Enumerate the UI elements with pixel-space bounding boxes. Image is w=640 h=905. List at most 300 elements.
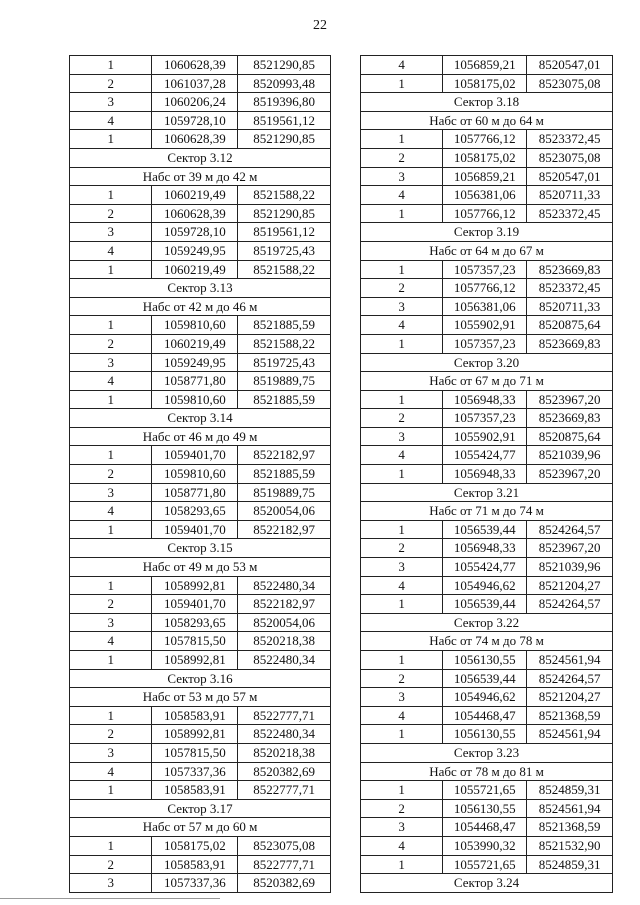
- y-coordinate-cell: 8520382,69: [238, 762, 331, 781]
- point-number-cell: 3: [70, 613, 152, 632]
- point-number-cell: 2: [361, 279, 443, 298]
- point-number-cell: 3: [361, 818, 443, 837]
- depth-range-row: [361, 502, 613, 521]
- coordinate-row: [361, 651, 613, 670]
- x-coordinate-cell: 1059401,70: [152, 520, 238, 539]
- coordinate-row: [70, 855, 331, 874]
- point-number-cell: 3: [70, 353, 152, 372]
- point-number-cell: 4: [361, 186, 443, 205]
- sector-header-row: [70, 539, 331, 558]
- point-number-cell: 3: [70, 223, 152, 242]
- x-coordinate-cell: 1054468,47: [443, 706, 527, 725]
- coordinate-row: [70, 56, 331, 75]
- point-number-cell: 1: [361, 334, 443, 353]
- y-coordinate-cell: 8523372,45: [527, 204, 613, 223]
- y-coordinate-cell: 8523967,20: [527, 390, 613, 409]
- x-coordinate-cell: 1059810,60: [152, 316, 238, 335]
- coordinate-row: [361, 688, 613, 707]
- x-coordinate-cell: 1053990,32: [443, 836, 527, 855]
- y-coordinate-cell: 8519561,12: [238, 223, 331, 242]
- x-coordinate-cell: 1056130,55: [443, 725, 527, 744]
- x-coordinate-cell: 1058771,80: [152, 483, 238, 502]
- y-coordinate-cell: 8520875,64: [527, 316, 613, 335]
- coordinate-row: [70, 390, 331, 409]
- x-coordinate-cell: 1058175,02: [443, 148, 527, 167]
- section-heading: Сектор 3.18: [361, 93, 613, 112]
- x-coordinate-cell: 1057766,12: [443, 204, 527, 223]
- sector-header-row: [70, 669, 331, 688]
- x-coordinate-cell: 1059401,70: [152, 446, 238, 465]
- coordinate-row: [70, 725, 331, 744]
- x-coordinate-cell: 1058175,02: [443, 74, 527, 93]
- point-number-cell: 1: [361, 130, 443, 149]
- section-heading: Сектор 3.13: [70, 279, 331, 298]
- x-coordinate-cell: 1057766,12: [443, 130, 527, 149]
- coordinate-row: [361, 297, 613, 316]
- y-coordinate-cell: 8519889,75: [238, 372, 331, 391]
- coordinate-row: [361, 725, 613, 744]
- coordinate-row: [70, 502, 331, 521]
- x-coordinate-cell: 1054468,47: [443, 818, 527, 837]
- coordinate-row: [361, 446, 613, 465]
- y-coordinate-cell: 8524859,31: [527, 781, 613, 800]
- point-number-cell: 2: [361, 148, 443, 167]
- coordinate-row: [361, 799, 613, 818]
- x-coordinate-cell: 1058583,91: [152, 706, 238, 725]
- coordinate-row: [361, 204, 613, 223]
- x-coordinate-cell: 1054946,62: [443, 688, 527, 707]
- x-coordinate-cell: 1056130,55: [443, 651, 527, 670]
- point-number-cell: 1: [361, 781, 443, 800]
- point-number-cell: 4: [70, 372, 152, 391]
- coordinate-row: [70, 632, 331, 651]
- y-coordinate-cell: 8519725,43: [238, 353, 331, 372]
- y-coordinate-cell: 8524561,94: [527, 725, 613, 744]
- coordinates-table-right-body: [361, 56, 613, 893]
- y-coordinate-cell: 8520711,33: [527, 186, 613, 205]
- point-number-cell: 4: [361, 706, 443, 725]
- depth-range-row: [361, 111, 613, 130]
- point-number-cell: 1: [361, 465, 443, 484]
- point-number-cell: 1: [361, 855, 443, 874]
- y-coordinate-cell: 8519561,12: [238, 111, 331, 130]
- x-coordinate-cell: 1057357,23: [443, 409, 527, 428]
- point-number-cell: 1: [361, 725, 443, 744]
- y-coordinate-cell: 8521885,59: [238, 316, 331, 335]
- x-coordinate-cell: 1056948,33: [443, 390, 527, 409]
- point-number-cell: 4: [361, 576, 443, 595]
- section-heading: Набс от 57 м до 60 м: [70, 818, 331, 837]
- point-number-cell: 4: [361, 446, 443, 465]
- point-number-cell: 2: [70, 725, 152, 744]
- section-heading: Сектор 3.21: [361, 483, 613, 502]
- coordinate-row: [361, 74, 613, 93]
- point-number-cell: 1: [361, 74, 443, 93]
- coordinate-row: [361, 186, 613, 205]
- x-coordinate-cell: 1057357,23: [443, 260, 527, 279]
- y-coordinate-cell: 8522182,97: [238, 595, 331, 614]
- y-coordinate-cell: 8521368,59: [527, 818, 613, 837]
- coordinate-row: [361, 427, 613, 446]
- x-coordinate-cell: 1058175,02: [152, 836, 238, 855]
- coordinate-row: [70, 316, 331, 335]
- y-coordinate-cell: 8522777,71: [238, 781, 331, 800]
- x-coordinate-cell: 1056130,55: [443, 799, 527, 818]
- coordinate-row: [70, 836, 331, 855]
- y-coordinate-cell: 8521588,22: [238, 334, 331, 353]
- point-number-cell: 4: [70, 111, 152, 130]
- section-heading: Набс от 46 м до 49 м: [70, 427, 331, 446]
- point-number-cell: 2: [361, 799, 443, 818]
- y-coordinate-cell: 8520547,01: [527, 167, 613, 186]
- coordinate-row: [361, 818, 613, 837]
- coordinate-row: [361, 781, 613, 800]
- x-coordinate-cell: 1057815,50: [152, 743, 238, 762]
- depth-range-row: [361, 241, 613, 260]
- point-number-cell: 1: [70, 186, 152, 205]
- x-coordinate-cell: 1059810,60: [152, 390, 238, 409]
- point-number-cell: 1: [70, 781, 152, 800]
- point-number-cell: 2: [70, 334, 152, 353]
- section-heading: Набс от 67 м до 71 м: [361, 372, 613, 391]
- coordinate-row: [361, 167, 613, 186]
- y-coordinate-cell: 8521290,85: [238, 56, 331, 75]
- x-coordinate-cell: 1056948,33: [443, 465, 527, 484]
- x-coordinate-cell: 1058992,81: [152, 576, 238, 595]
- coordinate-row: [70, 743, 331, 762]
- coordinate-row: [70, 130, 331, 149]
- sector-header-row: [361, 874, 613, 893]
- coordinate-row: [70, 595, 331, 614]
- point-number-cell: 2: [70, 855, 152, 874]
- coordinate-row: [70, 762, 331, 781]
- y-coordinate-cell: 8519889,75: [238, 483, 331, 502]
- depth-range-row: [70, 427, 331, 446]
- y-coordinate-cell: 8520547,01: [527, 56, 613, 75]
- coordinate-row: [361, 595, 613, 614]
- x-coordinate-cell: 1058992,81: [152, 651, 238, 670]
- y-coordinate-cell: 8520218,38: [238, 743, 331, 762]
- point-number-cell: 2: [70, 74, 152, 93]
- point-number-cell: 1: [361, 260, 443, 279]
- y-coordinate-cell: 8521039,96: [527, 558, 613, 577]
- coordinate-row: [70, 241, 331, 260]
- section-heading: Сектор 3.19: [361, 223, 613, 242]
- coordinate-row: [70, 613, 331, 632]
- y-coordinate-cell: 8524561,94: [527, 799, 613, 818]
- sector-header-row: [70, 409, 331, 428]
- y-coordinate-cell: 8524264,57: [527, 669, 613, 688]
- coordinate-row: [70, 781, 331, 800]
- page-number: 22: [313, 18, 327, 33]
- point-number-cell: 1: [70, 520, 152, 539]
- x-coordinate-cell: 1060628,39: [152, 204, 238, 223]
- x-coordinate-cell: 1056859,21: [443, 167, 527, 186]
- sector-header-row: [361, 743, 613, 762]
- sector-header-row: [361, 223, 613, 242]
- coordinate-row: [361, 576, 613, 595]
- y-coordinate-cell: 8520993,48: [238, 74, 331, 93]
- y-coordinate-cell: 8523669,83: [527, 334, 613, 353]
- x-coordinate-cell: 1059728,10: [152, 111, 238, 130]
- x-coordinate-cell: 1058293,65: [152, 502, 238, 521]
- x-coordinate-cell: 1060628,39: [152, 130, 238, 149]
- point-number-cell: 1: [361, 390, 443, 409]
- y-coordinate-cell: 8521290,85: [238, 204, 331, 223]
- section-heading: Набс от 78 м до 81 м: [361, 762, 613, 781]
- y-coordinate-cell: 8521588,22: [238, 186, 331, 205]
- point-number-cell: 2: [361, 539, 443, 558]
- coordinate-row: [361, 520, 613, 539]
- section-heading: Набс от 53 м до 57 м: [70, 688, 331, 707]
- section-heading: Набс от 39 м до 42 м: [70, 167, 331, 186]
- coordinate-row: [70, 353, 331, 372]
- sector-header-row: [361, 483, 613, 502]
- coordinate-row: [361, 669, 613, 688]
- section-heading: Сектор 3.24: [361, 874, 613, 893]
- coordinate-row: [70, 651, 331, 670]
- y-coordinate-cell: 8524859,31: [527, 855, 613, 874]
- y-coordinate-cell: 8523372,45: [527, 130, 613, 149]
- x-coordinate-cell: 1058992,81: [152, 725, 238, 744]
- coordinate-row: [361, 465, 613, 484]
- y-coordinate-cell: 8520382,69: [238, 874, 331, 893]
- point-number-cell: 1: [70, 446, 152, 465]
- section-heading: Сектор 3.22: [361, 613, 613, 632]
- coordinate-row: [361, 855, 613, 874]
- x-coordinate-cell: 1058583,91: [152, 855, 238, 874]
- x-coordinate-cell: 1057337,36: [152, 874, 238, 893]
- point-number-cell: 3: [361, 297, 443, 316]
- point-number-cell: 2: [361, 669, 443, 688]
- section-heading: Набс от 71 м до 74 м: [361, 502, 613, 521]
- coordinate-row: [70, 74, 331, 93]
- point-number-cell: 3: [70, 743, 152, 762]
- point-number-cell: 4: [361, 316, 443, 335]
- depth-range-row: [70, 558, 331, 577]
- x-coordinate-cell: 1056539,44: [443, 595, 527, 614]
- section-heading: Сектор 3.20: [361, 353, 613, 372]
- y-coordinate-cell: 8521039,96: [527, 446, 613, 465]
- sector-header-row: [70, 799, 331, 818]
- coordinate-row: [70, 874, 331, 893]
- coordinates-table-left: [69, 55, 331, 893]
- sector-header-row: [361, 93, 613, 112]
- point-number-cell: 1: [361, 595, 443, 614]
- coordinate-row: [361, 260, 613, 279]
- point-number-cell: 1: [70, 706, 152, 725]
- point-number-cell: 3: [361, 688, 443, 707]
- coordinate-row: [361, 539, 613, 558]
- coordinates-table-left-body: [70, 56, 331, 893]
- y-coordinate-cell: 8524561,94: [527, 651, 613, 670]
- x-coordinate-cell: 1059249,95: [152, 241, 238, 260]
- coordinate-row: [70, 372, 331, 391]
- coordinate-row: [361, 279, 613, 298]
- y-coordinate-cell: 8524264,57: [527, 520, 613, 539]
- y-coordinate-cell: 8521368,59: [527, 706, 613, 725]
- y-coordinate-cell: 8521885,59: [238, 465, 331, 484]
- point-number-cell: 4: [70, 241, 152, 260]
- sector-header-row: [70, 148, 331, 167]
- x-coordinate-cell: 1059810,60: [152, 465, 238, 484]
- y-coordinate-cell: 8521204,27: [527, 688, 613, 707]
- point-number-cell: 2: [70, 595, 152, 614]
- coordinate-row: [70, 465, 331, 484]
- y-coordinate-cell: 8521290,85: [238, 130, 331, 149]
- coordinate-row: [70, 520, 331, 539]
- section-heading: Набс от 42 м до 46 м: [70, 297, 331, 316]
- y-coordinate-cell: 8524264,57: [527, 595, 613, 614]
- y-coordinate-cell: 8523967,20: [527, 465, 613, 484]
- x-coordinate-cell: 1059728,10: [152, 223, 238, 242]
- depth-range-row: [70, 167, 331, 186]
- coordinate-row: [70, 93, 331, 112]
- coordinate-row: [361, 558, 613, 577]
- coordinate-row: [70, 576, 331, 595]
- x-coordinate-cell: 1060219,49: [152, 334, 238, 353]
- point-number-cell: 4: [70, 502, 152, 521]
- x-coordinate-cell: 1056539,44: [443, 669, 527, 688]
- point-number-cell: 1: [70, 56, 152, 75]
- y-coordinate-cell: 8519396,80: [238, 93, 331, 112]
- point-number-cell: 1: [70, 651, 152, 670]
- section-heading: Сектор 3.23: [361, 743, 613, 762]
- y-coordinate-cell: 8520054,06: [238, 502, 331, 521]
- y-coordinate-cell: 8522182,97: [238, 446, 331, 465]
- x-coordinate-cell: 1055721,65: [443, 781, 527, 800]
- point-number-cell: 4: [361, 836, 443, 855]
- y-coordinate-cell: 8522480,34: [238, 725, 331, 744]
- point-number-cell: 1: [361, 204, 443, 223]
- y-coordinate-cell: 8523075,08: [527, 74, 613, 93]
- point-number-cell: 1: [70, 836, 152, 855]
- x-coordinate-cell: 1059401,70: [152, 595, 238, 614]
- x-coordinate-cell: 1056948,33: [443, 539, 527, 558]
- coordinate-row: [70, 186, 331, 205]
- point-number-cell: 2: [361, 409, 443, 428]
- x-coordinate-cell: 1060628,39: [152, 56, 238, 75]
- point-number-cell: 3: [361, 427, 443, 446]
- footer-rule: [0, 898, 220, 899]
- point-number-cell: 1: [70, 576, 152, 595]
- y-coordinate-cell: 8522480,34: [238, 651, 331, 670]
- x-coordinate-cell: 1060206,24: [152, 93, 238, 112]
- x-coordinate-cell: 1055902,91: [443, 427, 527, 446]
- x-coordinate-cell: 1058771,80: [152, 372, 238, 391]
- point-number-cell: 4: [361, 56, 443, 75]
- x-coordinate-cell: 1055424,77: [443, 446, 527, 465]
- y-coordinate-cell: 8521588,22: [238, 260, 331, 279]
- depth-range-row: [361, 762, 613, 781]
- coordinate-row: [361, 316, 613, 335]
- x-coordinate-cell: 1057766,12: [443, 279, 527, 298]
- depth-range-row: [70, 818, 331, 837]
- y-coordinate-cell: 8520218,38: [238, 632, 331, 651]
- coordinate-row: [70, 111, 331, 130]
- x-coordinate-cell: 1060219,49: [152, 186, 238, 205]
- x-coordinate-cell: 1056859,21: [443, 56, 527, 75]
- y-coordinate-cell: 8520875,64: [527, 427, 613, 446]
- point-number-cell: 1: [70, 316, 152, 335]
- coordinate-row: [70, 334, 331, 353]
- coordinate-row: [361, 706, 613, 725]
- point-number-cell: 4: [70, 762, 152, 781]
- y-coordinate-cell: 8522480,34: [238, 576, 331, 595]
- depth-range-row: [361, 632, 613, 651]
- coordinates-table-right: [360, 55, 613, 893]
- y-coordinate-cell: 8521532,90: [527, 836, 613, 855]
- sector-header-row: [70, 279, 331, 298]
- y-coordinate-cell: 8521885,59: [238, 390, 331, 409]
- section-heading: Сектор 3.16: [70, 669, 331, 688]
- x-coordinate-cell: 1054946,62: [443, 576, 527, 595]
- section-heading: Сектор 3.17: [70, 799, 331, 818]
- point-number-cell: 1: [361, 520, 443, 539]
- point-number-cell: 3: [70, 874, 152, 893]
- x-coordinate-cell: 1056381,06: [443, 297, 527, 316]
- coordinate-row: [361, 56, 613, 75]
- x-coordinate-cell: 1058293,65: [152, 613, 238, 632]
- x-coordinate-cell: 1055721,65: [443, 855, 527, 874]
- section-heading: Сектор 3.14: [70, 409, 331, 428]
- coordinate-row: [361, 836, 613, 855]
- y-coordinate-cell: 8523967,20: [527, 539, 613, 558]
- section-heading: Сектор 3.12: [70, 148, 331, 167]
- point-number-cell: 2: [70, 204, 152, 223]
- y-coordinate-cell: 8520054,06: [238, 613, 331, 632]
- depth-range-row: [70, 297, 331, 316]
- y-coordinate-cell: 8522777,71: [238, 855, 331, 874]
- point-number-cell: 1: [70, 260, 152, 279]
- x-coordinate-cell: 1057337,36: [152, 762, 238, 781]
- y-coordinate-cell: 8522777,71: [238, 706, 331, 725]
- point-number-cell: 3: [361, 558, 443, 577]
- x-coordinate-cell: 1059249,95: [152, 353, 238, 372]
- y-coordinate-cell: 8520711,33: [527, 297, 613, 316]
- section-heading: Набс от 60 м до 64 м: [361, 111, 613, 130]
- x-coordinate-cell: 1056539,44: [443, 520, 527, 539]
- depth-range-row: [70, 688, 331, 707]
- y-coordinate-cell: 8521204,27: [527, 576, 613, 595]
- section-heading: Набс от 64 м до 67 м: [361, 241, 613, 260]
- y-coordinate-cell: 8519725,43: [238, 241, 331, 260]
- point-number-cell: 2: [70, 465, 152, 484]
- section-heading: Набс от 49 м до 53 м: [70, 558, 331, 577]
- x-coordinate-cell: 1057357,23: [443, 334, 527, 353]
- x-coordinate-cell: 1058583,91: [152, 781, 238, 800]
- coordinate-row: [70, 223, 331, 242]
- coordinate-row: [361, 334, 613, 353]
- point-number-cell: 3: [70, 483, 152, 502]
- y-coordinate-cell: 8523669,83: [527, 260, 613, 279]
- x-coordinate-cell: 1061037,28: [152, 74, 238, 93]
- coordinate-row: [361, 130, 613, 149]
- point-number-cell: 1: [361, 651, 443, 670]
- y-coordinate-cell: 8523372,45: [527, 279, 613, 298]
- point-number-cell: 1: [70, 390, 152, 409]
- coordinate-row: [70, 483, 331, 502]
- coordinate-row: [70, 260, 331, 279]
- coordinate-row: [361, 409, 613, 428]
- x-coordinate-cell: 1056381,06: [443, 186, 527, 205]
- y-coordinate-cell: 8522182,97: [238, 520, 331, 539]
- sector-header-row: [361, 353, 613, 372]
- coordinate-row: [70, 706, 331, 725]
- coordinate-row: [361, 390, 613, 409]
- coordinate-row: [361, 148, 613, 167]
- point-number-cell: 4: [70, 632, 152, 651]
